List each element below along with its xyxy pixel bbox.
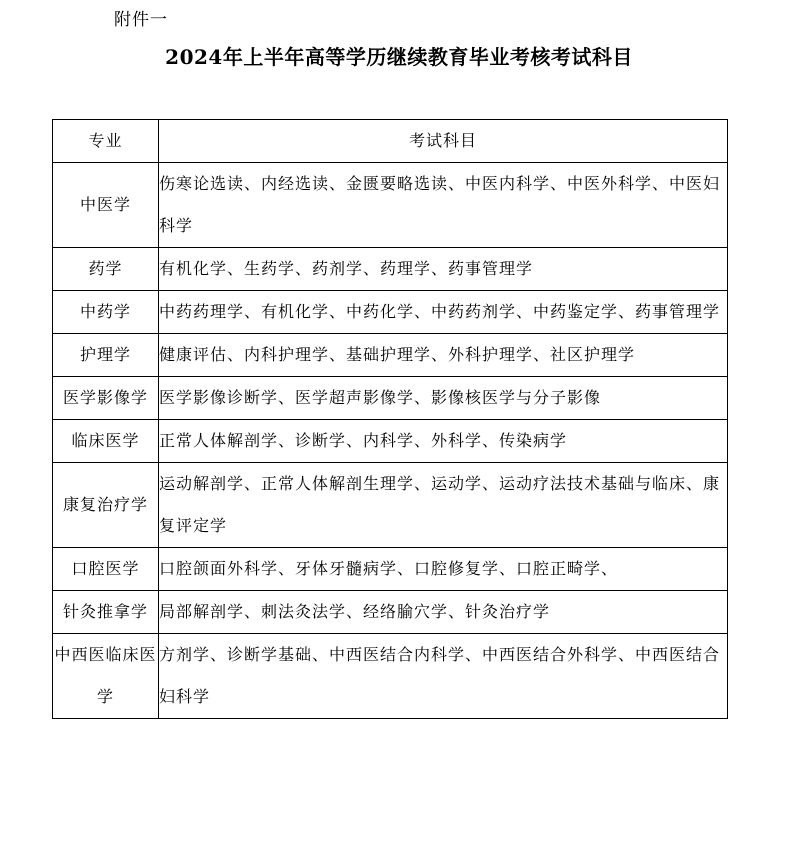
subjects-cell: 正常人体解剖学、诊断学、内科学、外科学、传染病学 <box>159 420 728 463</box>
table-row <box>53 463 728 548</box>
subjects-cell: 局部解剖学、刺法灸法学、经络腧穴学、针灸治疗学 <box>159 591 728 634</box>
table-header-row <box>53 120 728 163</box>
table-row <box>53 163 728 248</box>
column-header-subjects: 考试科目 <box>159 120 728 163</box>
table-row <box>53 591 728 634</box>
subjects-cell: 口腔颌面外科学、牙体牙髓病学、口腔修复学、口腔正畸学、 <box>159 548 728 591</box>
major-cell: 护理学 <box>53 334 159 377</box>
table-row <box>53 248 728 291</box>
subjects-cell: 运动解剖学、正常人体解剖生理学、运动学、运动疗法技术基础与临床、康复评定学 <box>159 463 728 548</box>
major-cell: 口腔医学 <box>53 548 159 591</box>
table-row <box>53 334 728 377</box>
subjects-cell: 伤寒论选读、内经选读、金匮要略选读、中医内科学、中医外科学、中医妇科学 <box>159 163 728 248</box>
page-title: 2024年上半年高等学历继续教育毕业考核考试科目 <box>165 45 633 69</box>
column-header-major: 专业 <box>53 120 159 163</box>
major-cell: 中药学 <box>53 291 159 334</box>
table-row <box>53 420 728 463</box>
exam-subjects-table <box>52 119 728 719</box>
major-cell: 中医学 <box>53 163 159 248</box>
subjects-cell: 方剂学、诊断学基础、中西医结合内科学、中西医结合外科学、中西医结合妇科学 <box>159 634 728 719</box>
major-cell: 中西医临床医学 <box>53 634 159 719</box>
table-row <box>53 548 728 591</box>
attachment-label: 附件一 <box>114 10 168 30</box>
subjects-cell: 健康评估、内科护理学、基础护理学、外科护理学、社区护理学 <box>159 334 728 377</box>
major-cell: 医学影像学 <box>53 377 159 420</box>
major-cell: 临床医学 <box>53 420 159 463</box>
subjects-cell: 医学影像诊断学、医学超声影像学、影像核医学与分子影像 <box>159 377 728 420</box>
table-row <box>53 634 728 719</box>
subjects-cell: 中药药理学、有机化学、中药化学、中药药剂学、中药鉴定学、药事管理学 <box>159 291 728 334</box>
table-row <box>53 377 728 420</box>
table-row <box>53 291 728 334</box>
major-cell: 药学 <box>53 248 159 291</box>
major-cell: 针灸推拿学 <box>53 591 159 634</box>
subjects-cell: 有机化学、生药学、药剂学、药理学、药事管理学 <box>159 248 728 291</box>
major-cell: 康复治疗学 <box>53 463 159 548</box>
